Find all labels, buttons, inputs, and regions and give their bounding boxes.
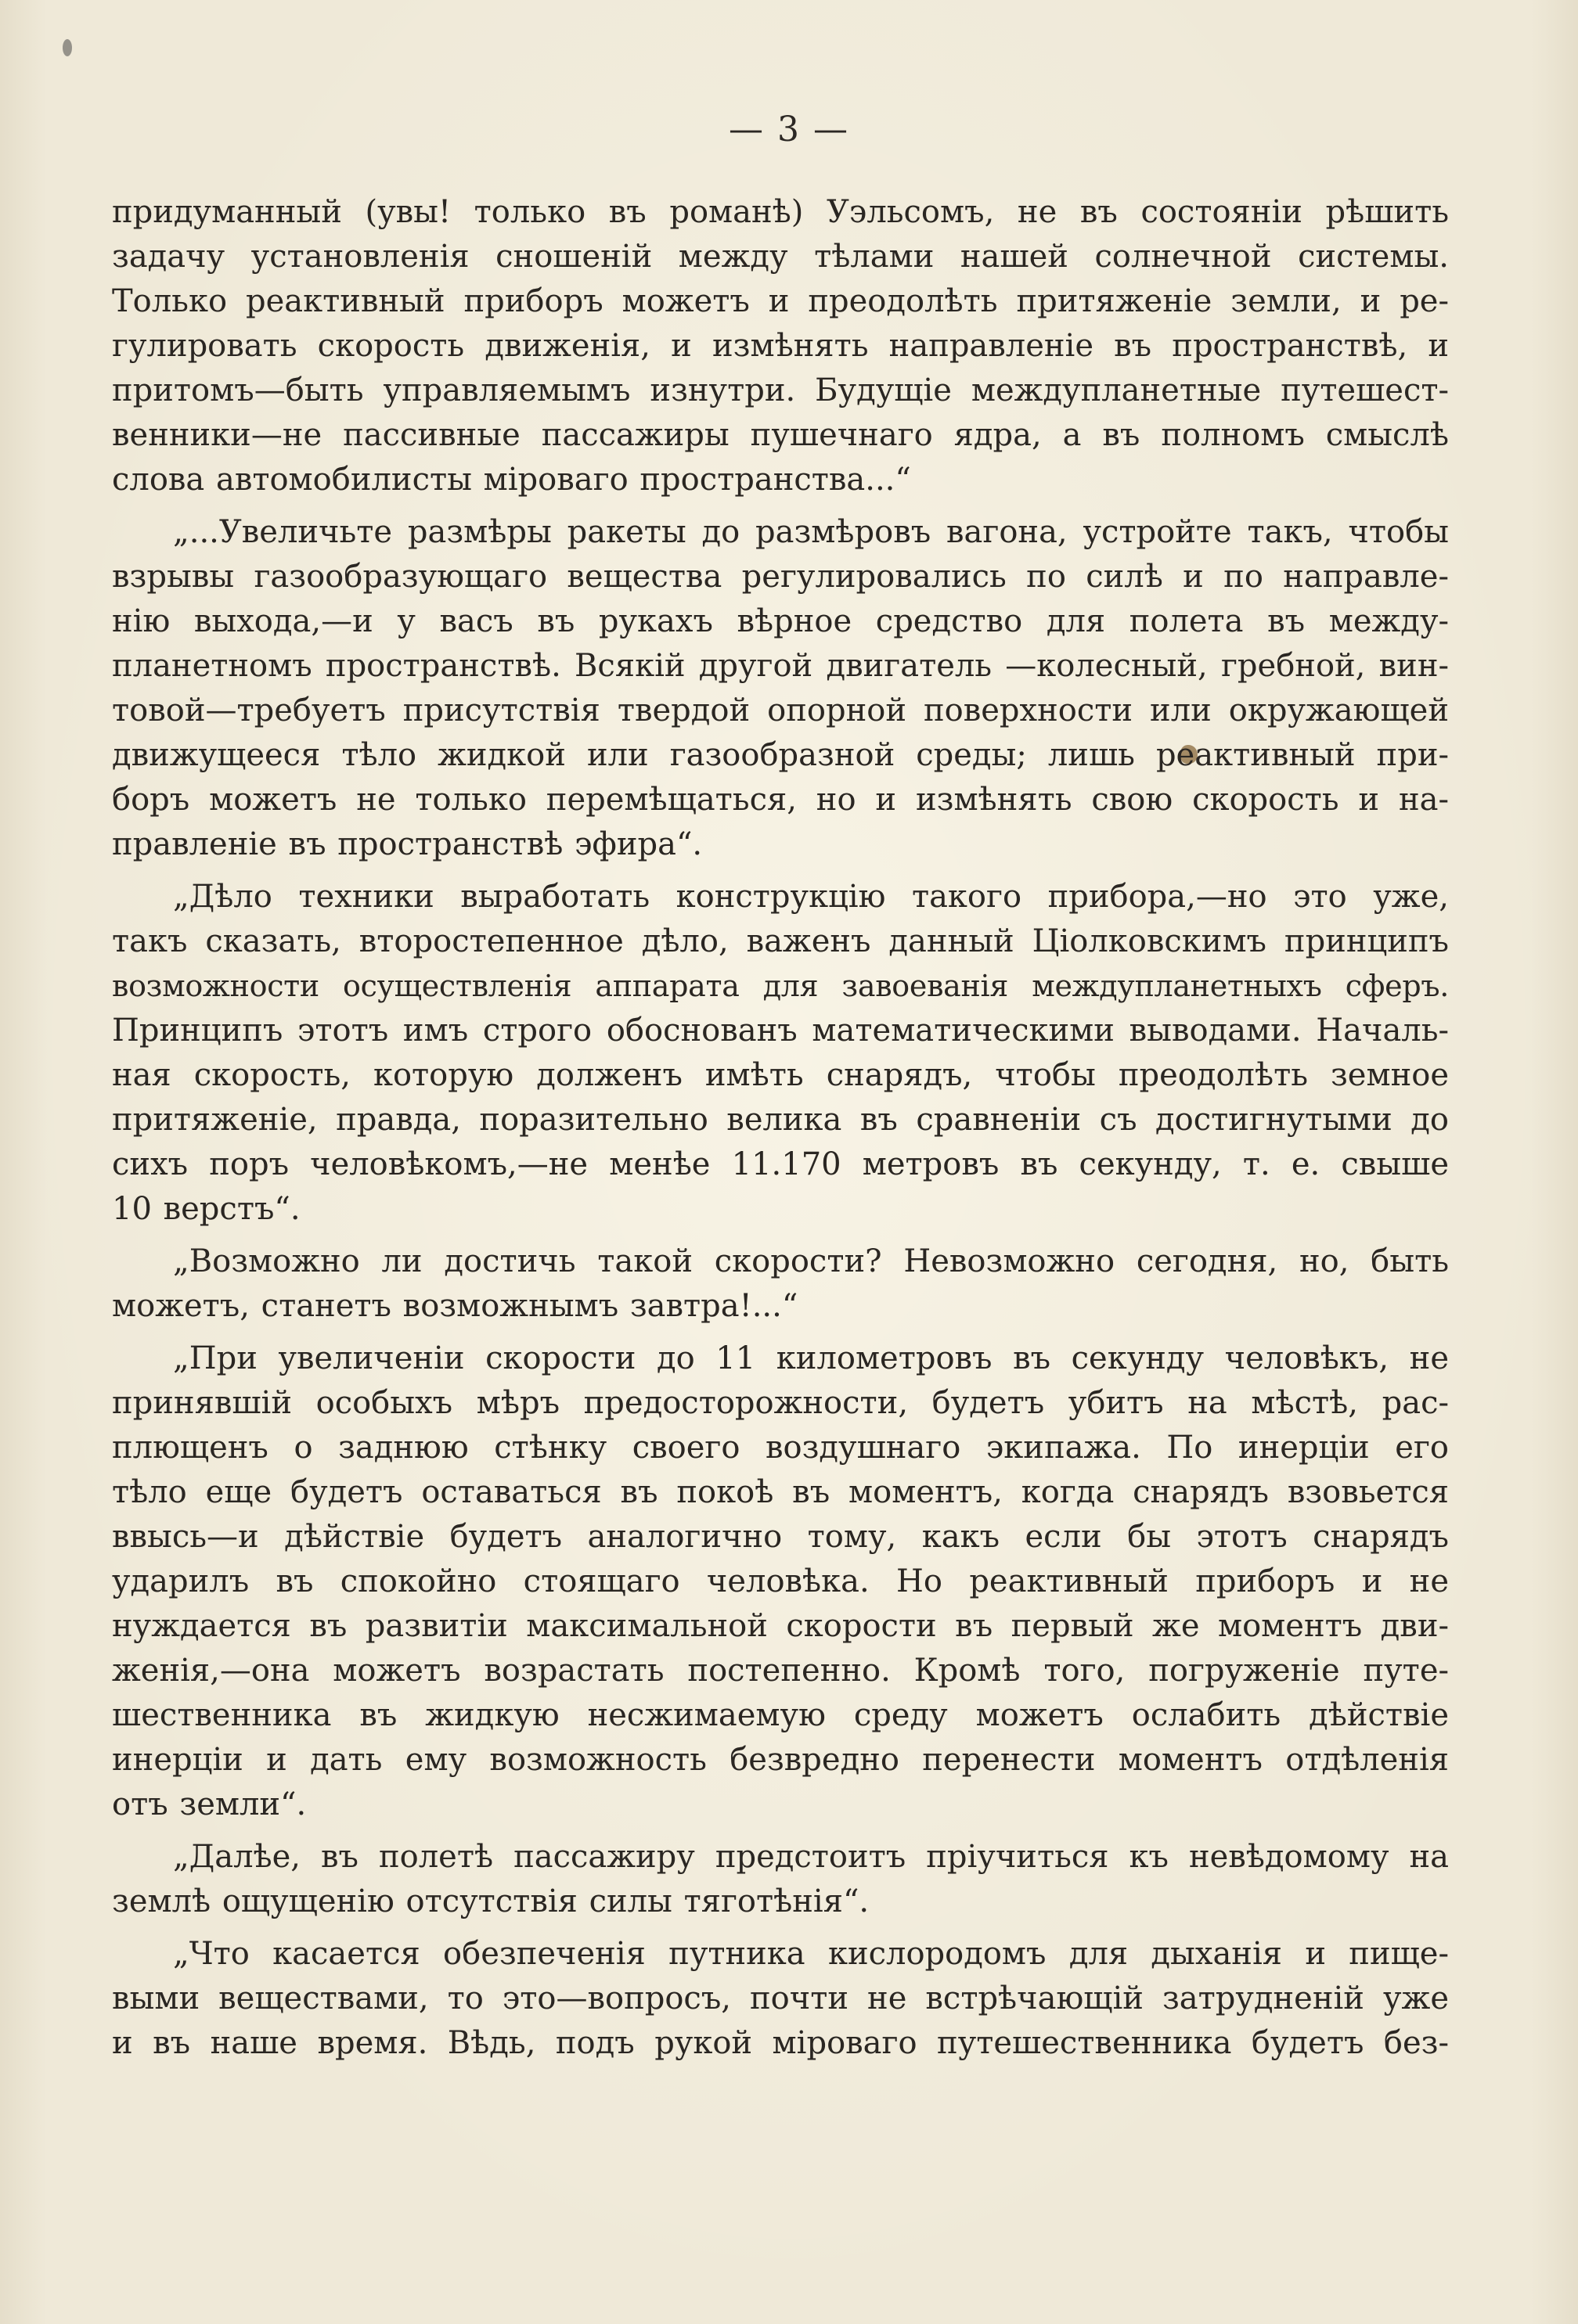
paragraph-5 xyxy=(112,1336,1449,1827)
text-line: Принципъ этотъ имъ строго обоснованъ математическими выводами. Началь- xyxy=(112,1013,1449,1049)
text-line: движущееся тѣло жидкой или газообразной среды; лишь реактивный при- xyxy=(112,737,1449,773)
text-line: ная скорость, которую долженъ имѣть снарядъ, чтобы преодолѣть земное xyxy=(112,1057,1449,1093)
text-line: боръ можетъ не только перемѣщаться, но и измѣнять свою скорость и на- xyxy=(112,782,1449,818)
text-line: „Возможно ли достичь такой скорости? Невозможно сегодня, но, быть xyxy=(173,1243,1449,1279)
text-line: землѣ ощущенію отсутствія силы тяготѣнія“. xyxy=(112,1883,870,1919)
text-line: „Что касается обезпеченія путника кислородомъ для дыханія и пище- xyxy=(173,1936,1449,1972)
text-line: нію выхода,—и у васъ въ рукахъ вѣрное средство для полета въ между- xyxy=(112,603,1449,639)
text-line: товой—требуетъ присутствія твердой опорной поверхности или окружающей xyxy=(112,693,1449,728)
text-line: ударилъ въ спокойно стоящаго человѣка. Но реактивный приборъ и не xyxy=(112,1563,1449,1599)
body-text xyxy=(112,190,1449,2074)
text-line: гулировать скорость движенія, и измѣнять направленіе въ пространствѣ, и xyxy=(112,328,1449,364)
text-line: нуждается въ развитіи максимальной скорости въ первый же моментъ дви- xyxy=(112,1608,1449,1644)
paragraph-7 xyxy=(112,1932,1449,2066)
text-line: слова автомобилисты міроваго пространства...“ xyxy=(112,462,911,498)
page-number: — 3 — xyxy=(729,110,849,149)
text-line: Только реактивный приборъ можетъ и преодолѣть притяженіе земли, и ре- xyxy=(112,283,1449,319)
text-line: можетъ, станетъ возможнымъ завтра!...“ xyxy=(112,1288,798,1324)
text-line: такъ сказать, второстепенное дѣло, важенъ данный Ціолковскимъ принципъ xyxy=(112,923,1449,959)
text-line: „Дѣло техники выработать конструкцію такого прибора,—но это уже, xyxy=(173,879,1449,915)
text-line: тѣло еще будетъ оставаться въ покоѣ въ моментъ, когда снарядъ взовьется xyxy=(112,1474,1449,1510)
text-line: взрывы газообразующаго вещества регулировались по силѣ и по направле- xyxy=(112,559,1449,595)
text-line: венники—не пассивные пассажиры пушечнаго ядра, а въ полномъ смыслѣ xyxy=(112,417,1449,453)
text-line: принявшій особыхъ мѣръ предосторожности, будетъ убитъ на мѣстѣ, рас- xyxy=(112,1385,1449,1421)
text-line: планетномъ пространствѣ. Всякій другой двигатель —колесный, гребной, вин- xyxy=(112,648,1449,684)
paragraph-4 xyxy=(112,1239,1449,1329)
text-line: 10 верстъ“. xyxy=(112,1191,301,1227)
text-line: задачу установленія сношеній между тѣлами нашей солнечной системы. xyxy=(112,239,1449,275)
text-line: придуманный (увы! только въ романѣ) Уэльсомъ, не въ состояніи рѣшить xyxy=(112,194,1449,230)
text-line: „Далѣе, въ полетѣ пассажиру предстоитъ пріучиться къ невѣдомому на xyxy=(173,1839,1449,1875)
text-line: притяженіе, правда, поразительно велика въ сравненіи съ достигнутыми до xyxy=(112,1102,1449,1138)
ink-blot xyxy=(63,39,72,56)
text-line: „При увеличеніи скорости до 11 километровъ въ секунду человѣкъ, не xyxy=(173,1340,1449,1376)
text-line: сихъ поръ человѣкомъ,—не менѣе 11.170 метровъ въ секунду, т. е. свыше xyxy=(112,1146,1449,1182)
text-line: отъ земли“. xyxy=(112,1786,307,1822)
text-line: плющенъ о заднюю стѣнку своего воздушнаго экипажа. По инерціи его xyxy=(112,1430,1449,1466)
text-line: женія,—она можетъ возрастать постепенно. Кромѣ того, погруженіе путе- xyxy=(112,1653,1449,1689)
text-line: „...Увеличьте размѣры ракеты до размѣровъ вагона, устройте такъ, чтобы xyxy=(173,514,1449,550)
paragraph-6 xyxy=(112,1835,1449,1924)
text-line: возможности осуществленія аппарата для завоеванія междупланетныхъ сферъ. xyxy=(112,969,1449,1003)
text-line: и въ наше время. Вѣдь, подъ рукой міроваго путешественника будетъ без- xyxy=(112,2025,1449,2061)
text-line: правленіе въ пространствѣ эфира“. xyxy=(112,826,703,862)
text-line: выми веществами, то это—вопросъ, почти не встрѣчающій затрудненій уже xyxy=(112,1980,1449,2016)
text-line: инерціи и дать ему возможность безвредно перенести моментъ отдѣленія xyxy=(112,1742,1449,1778)
paragraph-1 xyxy=(112,190,1449,502)
paragraph-2 xyxy=(112,510,1449,867)
text-line: притомъ—быть управляемымъ изнутри. Будущіе междупланетные путешест- xyxy=(112,372,1449,408)
text-line: шественника въ жидкую несжимаемую среду можетъ ослабить дѣйствіе xyxy=(112,1697,1449,1733)
paragraph-3 xyxy=(112,875,1449,1232)
text-line: ввысь—и дѣйствіе будетъ аналогично тому, какъ если бы этотъ снарядъ xyxy=(112,1519,1449,1555)
